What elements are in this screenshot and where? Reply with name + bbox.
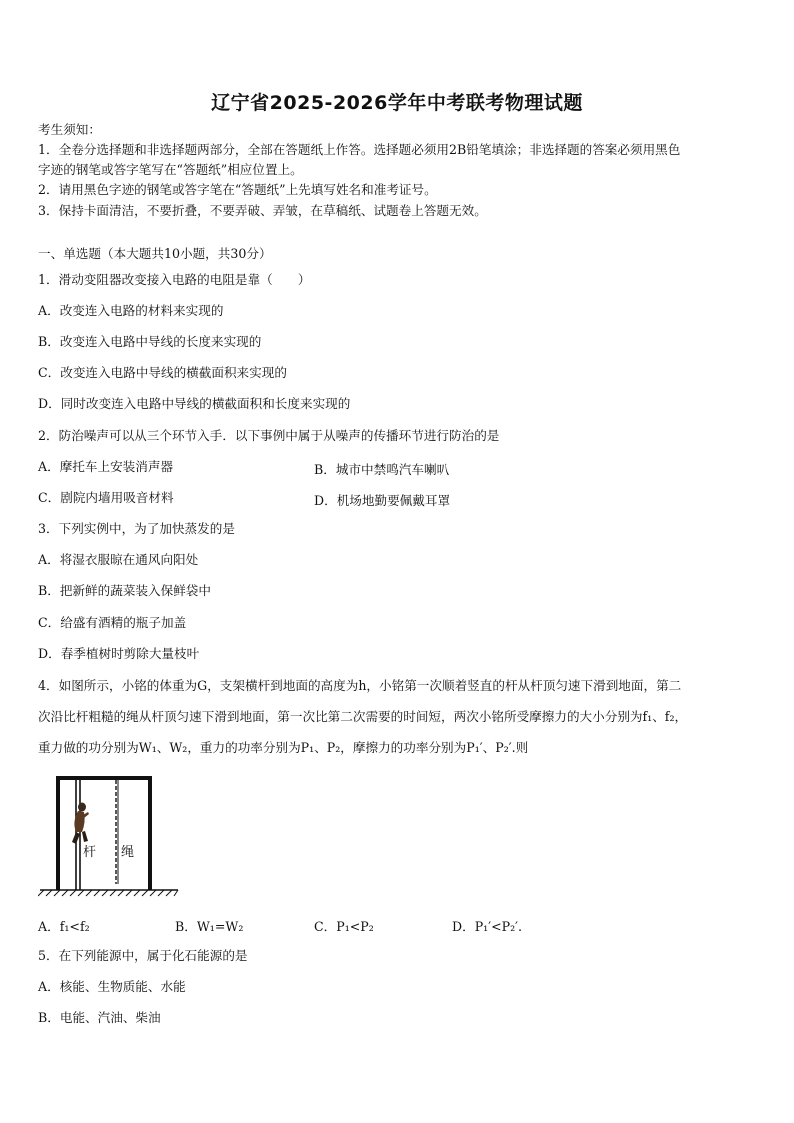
notice-item-3: 3．保持卡面清洁，不要折叠，不要弄破、弄皱，在草稿纸、试题卷上答题无效。	[38, 203, 487, 218]
left-post	[56, 776, 60, 890]
page-title: 辽宁省2025-2026学年中考联考物理试题	[211, 92, 583, 114]
question-2-stem: 2．防治噪声可以从三个环节入手．以下事例中属于从噪声的传播环节进行防治的是	[38, 428, 500, 443]
ground-hatching	[38, 890, 178, 896]
q3-option-b: B．把新鲜的蔬菜装入保鲜袋中	[38, 583, 211, 598]
question-4-stem-line-3: 重力做的功分别为W₁、W₂，重力的功率分别为P₁、P₂，摩擦力的功率分别为P₁′、P₂′.则	[38, 740, 529, 755]
q3-option-a: A．将湿衣服晾在通风向阳处	[38, 552, 199, 567]
q3-option-c: C．给盛有酒精的瓶子加盖	[38, 615, 187, 630]
q2-option-a: A．摩托车上安装消声器	[38, 459, 174, 474]
notice-heading: 考生须知：	[38, 122, 101, 137]
q2-option-c: C．剧院内墙用吸音材料	[38, 490, 174, 505]
top-beam	[56, 776, 152, 780]
q2-option-d: D．机场地勤要佩戴耳罩	[314, 493, 451, 508]
q5-option-b: B．电能、汽油、柴油	[38, 1010, 161, 1025]
q4-option-d: D．P₁′<P₂′.	[452, 919, 523, 934]
q1-option-b: B．改变连入电路中导线的长度来实现的	[38, 334, 262, 349]
question-1-stem: 1．滑动变阻器改变接入电路的电阻是靠（ ）	[38, 272, 311, 287]
question-4-stem-line-2: 次沿比杆粗糙的绳从杆顶匀速下滑到地面，第一次比第二次需要的时间短，两次小铭所受摩擦力的大小分别为f₁、f₂，	[38, 709, 688, 724]
section-heading: 一、单选题（本大题共10小题，共30分）	[38, 246, 272, 261]
q2-option-b: B．城市中禁鸣汽车喇叭	[314, 462, 450, 477]
question-5-stem: 5．在下列能源中，属于化石能源的是	[38, 948, 248, 963]
question-4-stem-line-1: 4．如图所示，小铭的体重为G，支架横杆到地面的高度为h，小铭第一次顺着竖直的杆从杆顶匀速下滑到地面，第二	[38, 678, 682, 693]
q1-option-d: D．同时改变连入电路中导线的横截面积和长度来实现的	[38, 396, 351, 411]
q3-option-d: D．春季植树时剪除大量枝叶	[38, 646, 200, 661]
notice-item-1-cont: 字迹的钢笔或答字笔写在“答题纸”相应位置上。	[38, 162, 303, 177]
q4-option-c: C．P₁<P₂	[314, 919, 374, 934]
q4-option-b: B．W₁=W₂	[175, 919, 244, 934]
notice-item-1: 1．全卷分选择题和非选择题两部分，全部在答题纸上作答。选择题必须用2B铅笔填涂；非选择题的答案必须用黑色	[38, 142, 681, 157]
label-rope: 绳	[121, 845, 135, 860]
q4-option-a: A．f₁<f₂	[38, 919, 90, 934]
q1-option-a: A．改变连入电路的材料来实现的	[38, 303, 224, 318]
notice-item-2: 2．请用黑色字迹的钢笔或答字笔在“答题纸”上先填写姓名和准考证号。	[38, 182, 437, 197]
q5-option-a: A．核能、生物质能、水能	[38, 979, 186, 994]
pole-rope-figure	[38, 770, 188, 900]
q1-option-c: C．改变连入电路中导线的横截面积来实现的	[38, 365, 287, 380]
question-3-stem: 3．下列实例中，为了加快蒸发的是	[38, 521, 235, 536]
right-post	[148, 776, 152, 890]
label-rod: 杆	[83, 845, 97, 860]
